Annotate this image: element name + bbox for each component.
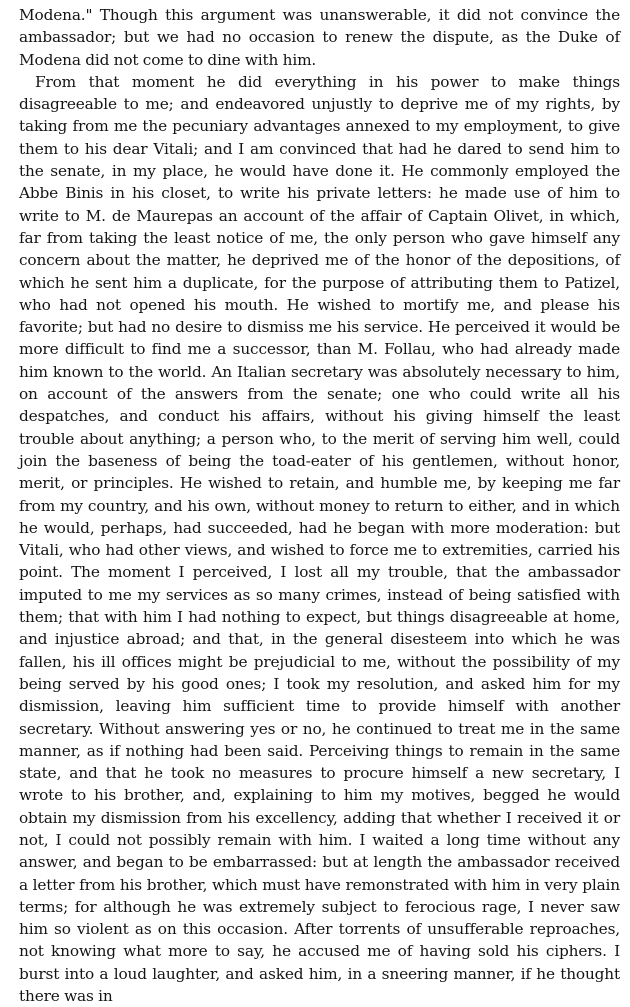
paragraph-1: Modena." Though this argument was unanswerable, it did not convince the ambassador; but we had no occasion to renew the dispute, as the Duke of Modena did not come to dine with him. (19, 6, 620, 69)
paragraph-2: From that moment he did everything in his power to make things disagreeable to me; and endeavored unjustly to deprive me of my rights, by taking from me the pecuniary advantages annexed to my employment, to give them to his dear Vitali; and I am convinced that had he dared to send him to the senate, in my place, he would have done it. He commonly employed the Abbe Binis in his closet, to write his private letters: he made use of him to write to M. de Maurepas an account of the affair of Captain Olivet, in which, far from taking the least notice of me, the only person who gave himself any concern about the matter, he deprived me of the honor of the depositions, of which he sent him a duplicate, for the purpose of attributing them to Patizel, who had not opened his mouth. He wished to mortify me, and please his favorite; but had no desire to dismiss me his service. He perceived it would be more difficult to find me a successor, than M. Follau, who had already made him known to the world. An Italian secretary was absolutely necessary to him, on account of the answers from the senate; one who could write all his despatches, and conduct his affairs, without his giving himself the least trouble about anything; a person who, to the merit of serving him well, could join the baseness of being the toad-eater of his gentlemen, without honor, merit, or principles. He wished to retain, and humble me, by keeping me far from my country, and his own, without money to return to either, and in which he would, perhaps, had succeeded, had he began with more moderation: but Vitali, who had other views, and wished to force me to extremities, carried his point. The moment I perceived, I lost all my trouble, that the ambassador imputed to me my services as so many crimes, instead of being satisfied with them; that with him I had nothing to expect, but things disagreeable at home, and injustice abroad; and that, in the general disesteem into which he was fallen, his ill offices might be prejudicial to me, without the possibility of my being served by his good ones; I took my resolution, and asked him for my dismission, leaving him sufficient time to provide himself with another secretary. Without answering yes or no, he continued to treat me in the same manner, as if nothing had been said. Perceiving things to remain in the same state, and that he took no measures to procure himself a new secretary, I wrote to his brother, and, explaining to him my motives, begged he would obtain my dismission from his excellency, adding that whether I received it or not, I could not possibly remain with him. I waited a long time without any answer, and began to be embarrassed: but at length the ambassador received a letter from his brother, which must have remonstrated with him in very plain terms; for although he was extremely subject to ferocious rage, I never saw him so violent as on this occasion. After torrents of unsufferable reproaches, not knowing what more to say, he accused me of having sold his ciphers. I burst into a loud laughter, and asked him, in a sneering manner, if he thought there was in (19, 72, 620, 1006)
